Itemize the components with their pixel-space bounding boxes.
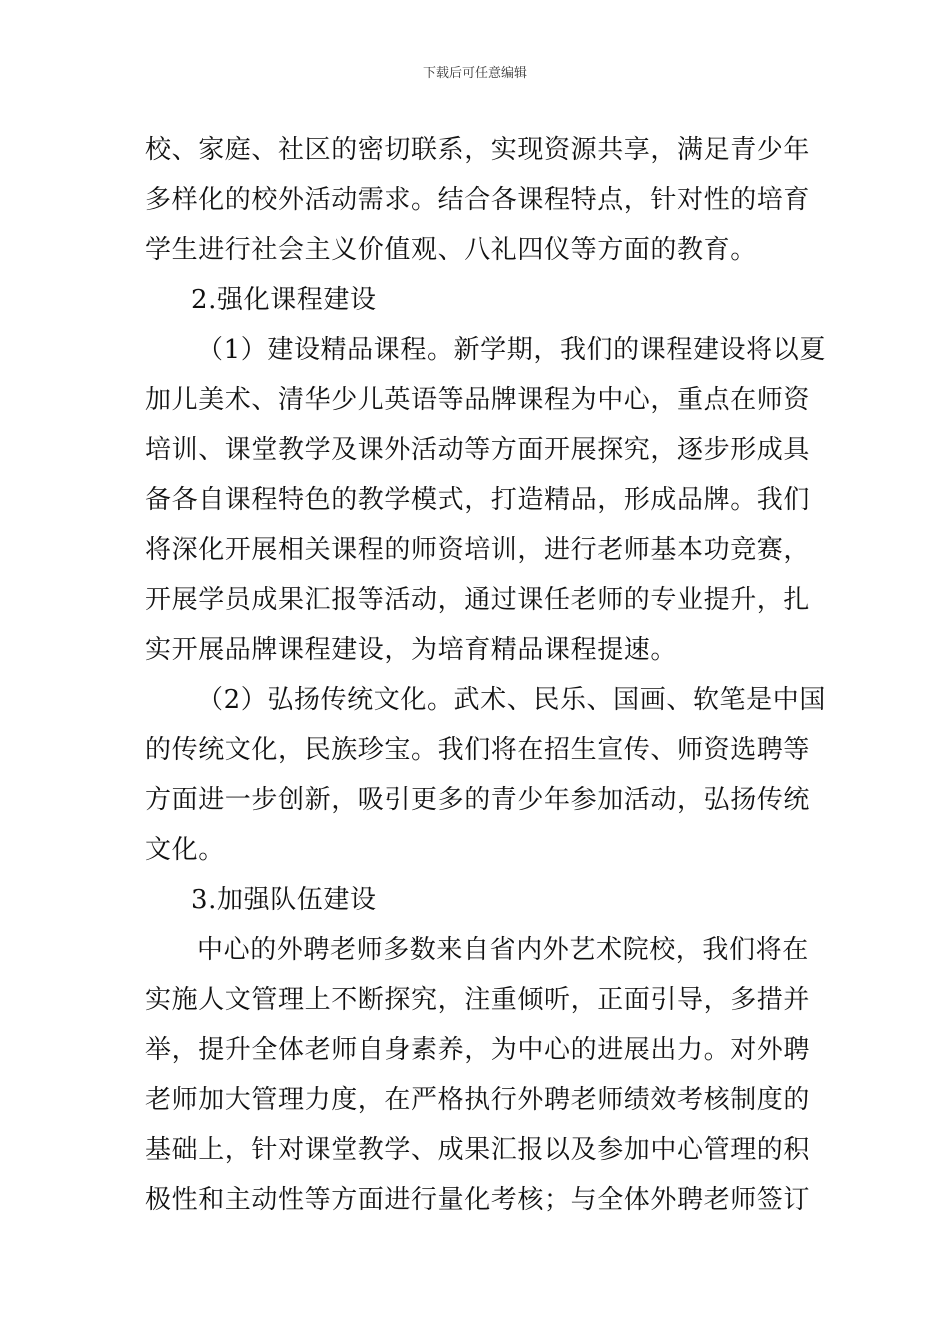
paragraph-start-line: （1）建设精品课程。新学期，我们的课程建设将以夏 — [197, 335, 826, 365]
text-line: 举，提升全体老师自身素养，为中心的进展出力。对外聘 — [145, 1035, 811, 1065]
text-line: 开展学员成果汇报等活动，通过课任老师的专业提升，扎 — [145, 585, 811, 615]
text-line: 多样化的校外活动需求。结合各课程特点，针对性的培育 — [145, 185, 811, 215]
text-line: 极性和主动性等方面进行量化考核；与全体外聘老师签订 — [145, 1185, 811, 1215]
text-line: 加儿美术、清华少儿英语等品牌课程为中心，重点在师资 — [145, 385, 811, 415]
text-line: 基础上，针对课堂教学、成果汇报以及参加中心管理的积 — [145, 1135, 811, 1165]
text-line: 培训、课堂教学及课外活动等方面开展探究，逐步形成具 — [145, 435, 811, 465]
text-line: 校、家庭、社区的密切联系，实现资源共享，满足青少年 — [145, 135, 811, 165]
text-line: 实开展品牌课程建设，为培育精品课程提速。 — [145, 635, 678, 665]
section-heading: 2.强化课程建设 — [191, 285, 377, 315]
document-body — [145, 125, 826, 1225]
page-header: 下载后可任意编辑 — [422, 66, 527, 81]
paragraph-start-line: 中心的外聘老师多数来自省内外艺术院校，我们将在 — [197, 935, 809, 965]
text-line: 方面进一步创新，吸引更多的青少年参加活动，弘扬传统 — [145, 785, 811, 815]
text-line: 将深化开展相关课程的师资培训，进行老师基本功竞赛， — [145, 535, 811, 565]
text-line: 文化。 — [145, 835, 225, 865]
text-line: 学生进行社会主义价值观、八礼四仪等方面的教育。 — [145, 235, 757, 265]
text-line: 的传统文化，民族珍宝。我们将在招生宣传、师资选聘等 — [145, 735, 811, 765]
paragraph-start-line: （2）弘扬传统文化。武术、民乐、国画、软笔是中国 — [197, 685, 826, 715]
text-line: 实施人文管理上不断探究，注重倾听，正面引导，多措并 — [145, 985, 811, 1015]
text-line: 备各自课程特色的教学模式，打造精品，形成品牌。我们 — [145, 485, 811, 515]
section-heading: 3.加强队伍建设 — [191, 885, 377, 915]
text-line: 老师加大管理力度，在严格执行外聘老师绩效考核制度的 — [145, 1085, 811, 1115]
